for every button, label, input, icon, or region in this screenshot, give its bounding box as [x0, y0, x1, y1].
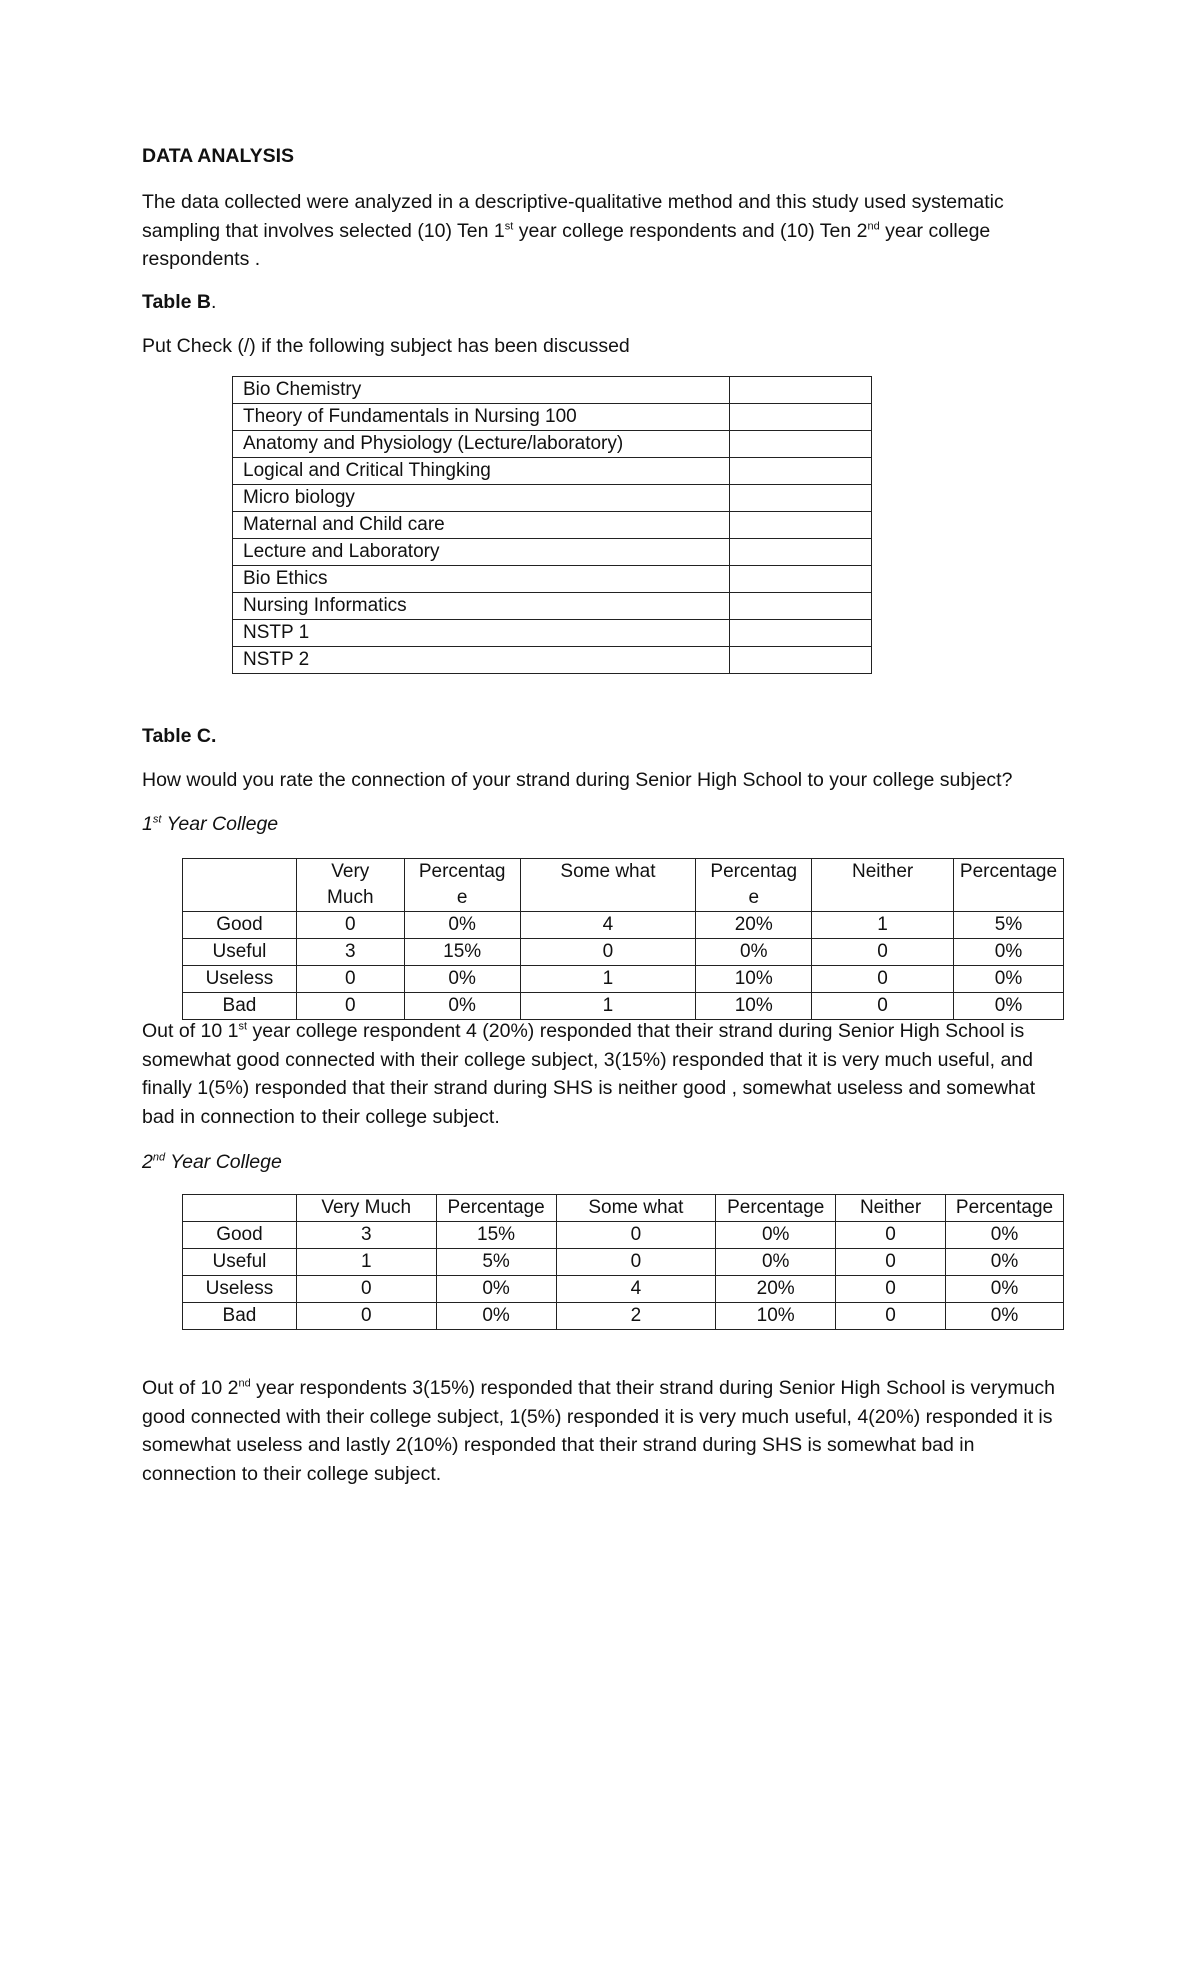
check-cell[interactable] — [730, 539, 872, 566]
table-c-question: How would you rate the connection of your strand during Senior High School to your college subject? — [142, 769, 1013, 791]
table-row — [183, 939, 1064, 966]
table-c-label: Table C. — [142, 725, 217, 747]
table-cell: 1 — [520, 993, 696, 1020]
column-header: Neither — [836, 1195, 946, 1222]
column-header: Some what — [520, 859, 696, 912]
second-year-summary: Out of 10 2nd year respondents 3(15%) responded that their strand during Senior High School is verymuch good connected with their college subject, 1(5%) responded it is very much useful, 4(20%) responded it is somewhat useless and lastly 2(10%) responded that their strand during SHS is somewhat bad in connection to their college subject. — [142, 1377, 1056, 1485]
table-row — [183, 912, 1064, 939]
table-cell: 1 — [812, 912, 954, 939]
first-year-summary: Out of 10 1st year college respondent 4 (20%) responded that their strand during Senior High School is somewhat good connected with their college subject, 3(15%) responded that it is very much useful, and finally 1(5%) responded that their strand during SHS is neither good , somewhat useless and somewhat bad in connection to their college subject. — [142, 1020, 1036, 1128]
table-cell: 5% — [436, 1249, 556, 1276]
subject-name: NSTP 1 — [233, 620, 730, 647]
table-cell: 0% — [953, 939, 1063, 966]
table-cell: 0 — [836, 1276, 946, 1303]
table-cell: 10% — [696, 966, 812, 993]
check-cell[interactable] — [730, 512, 872, 539]
table-cell: 1 — [296, 1249, 436, 1276]
table-row — [183, 1303, 1064, 1330]
table-cell: 0% — [946, 1303, 1064, 1330]
column-header: Percentage — [946, 1195, 1064, 1222]
row-label: Useful — [183, 939, 297, 966]
table-cell: 0 — [836, 1222, 946, 1249]
row-label: Useful — [183, 1249, 297, 1276]
table-cell: 0% — [716, 1222, 836, 1249]
check-cell[interactable] — [730, 647, 872, 674]
table-cell: 0 — [296, 1303, 436, 1330]
table-cell: 0 — [836, 1303, 946, 1330]
table-b-instruction: Put Check (/) if the following subject has been discussed — [142, 335, 630, 357]
table-row — [233, 377, 872, 404]
table-cell: 0% — [946, 1249, 1064, 1276]
table-cell: 0% — [953, 966, 1063, 993]
table-cell: 1 — [520, 966, 696, 993]
table-cell: 3 — [296, 1222, 436, 1249]
table-cell: 0 — [296, 912, 404, 939]
table-cell: 0% — [946, 1222, 1064, 1249]
table-row — [233, 458, 872, 485]
column-header — [183, 859, 297, 912]
subject-name: Logical and Critical Thingking — [233, 458, 730, 485]
row-label: Bad — [183, 1303, 297, 1330]
table-row — [233, 431, 872, 458]
check-cell[interactable] — [730, 377, 872, 404]
second-year-heading: 2nd Year College — [142, 1151, 282, 1173]
table-row — [183, 993, 1064, 1020]
subject-name: Lecture and Laboratory — [233, 539, 730, 566]
table-cell: 0% — [696, 939, 812, 966]
table-cell: 0% — [436, 1276, 556, 1303]
table-row — [233, 620, 872, 647]
column-header: Very Much — [296, 859, 404, 912]
table-cell: 2 — [556, 1303, 716, 1330]
table-cell: 15% — [436, 1222, 556, 1249]
table-row — [233, 566, 872, 593]
table-row — [233, 512, 872, 539]
table-row — [183, 1276, 1064, 1303]
subject-name: Maternal and Child care — [233, 512, 730, 539]
table-cell: 0% — [404, 966, 520, 993]
subject-name: Bio Chemistry — [233, 377, 730, 404]
table-cell: 0% — [404, 912, 520, 939]
column-header: Percentage — [953, 859, 1063, 912]
check-cell[interactable] — [730, 458, 872, 485]
column-header: Percentage — [716, 1195, 836, 1222]
table-cell: 0% — [404, 993, 520, 1020]
table-cell: 0% — [946, 1276, 1064, 1303]
table-cell: 0% — [436, 1303, 556, 1330]
table-cell: 0 — [296, 993, 404, 1020]
second-year-rating-table — [182, 1194, 1064, 1330]
table-cell: 0 — [520, 939, 696, 966]
table-cell: 4 — [556, 1276, 716, 1303]
table-b-label: Table B. — [142, 291, 217, 313]
subject-name: Micro biology — [233, 485, 730, 512]
check-cell[interactable] — [730, 431, 872, 458]
table-cell: 0% — [716, 1249, 836, 1276]
row-label: Good — [183, 1222, 297, 1249]
table-header-row — [183, 859, 1064, 912]
subject-checklist-table — [232, 376, 872, 674]
intro-paragraph: The data collected were analyzed in a descriptive-qualitative method and this study used systematic sampling that involves selected (10) Ten 1st year college respondents and (10) Ten 2nd year college respondents . — [142, 191, 1004, 270]
subject-name: NSTP 2 — [233, 647, 730, 674]
first-year-rating-table — [182, 858, 1064, 1020]
table-cell: 15% — [404, 939, 520, 966]
column-header — [183, 1195, 297, 1222]
table-cell: 0 — [812, 993, 954, 1020]
subject-name: Bio Ethics — [233, 566, 730, 593]
table-cell: 20% — [716, 1276, 836, 1303]
table-cell: 0% — [953, 993, 1063, 1020]
row-label: Bad — [183, 993, 297, 1020]
table-cell: 0 — [812, 939, 954, 966]
check-cell[interactable] — [730, 566, 872, 593]
table-cell: 0 — [296, 1276, 436, 1303]
table-row — [183, 1249, 1064, 1276]
column-header: Percentage — [436, 1195, 556, 1222]
subject-name: Anatomy and Physiology (Lecture/laboratory) — [233, 431, 730, 458]
table-row — [233, 404, 872, 431]
first-year-heading: 1st Year College — [142, 813, 279, 835]
table-header-row — [183, 1195, 1064, 1222]
table-cell: 0 — [836, 1249, 946, 1276]
table-cell: 5% — [953, 912, 1063, 939]
table-cell: 0 — [556, 1222, 716, 1249]
table-cell: 10% — [716, 1303, 836, 1330]
column-header: Percentag e — [696, 859, 812, 912]
row-label: Useless — [183, 966, 297, 993]
table-row — [183, 1222, 1064, 1249]
table-row — [233, 593, 872, 620]
column-header: Percentag e — [404, 859, 520, 912]
table-row — [183, 966, 1064, 993]
check-cell[interactable] — [730, 593, 872, 620]
check-cell[interactable] — [730, 404, 872, 431]
table-cell: 3 — [296, 939, 404, 966]
table-row — [233, 647, 872, 674]
column-header: Some what — [556, 1195, 716, 1222]
subject-name: Nursing Informatics — [233, 593, 730, 620]
check-cell[interactable] — [730, 485, 872, 512]
table-cell: 0 — [812, 966, 954, 993]
table-cell: 0 — [556, 1249, 716, 1276]
table-cell: 0 — [296, 966, 404, 993]
column-header: Very Much — [296, 1195, 436, 1222]
check-cell[interactable] — [730, 620, 872, 647]
column-header: Neither — [812, 859, 954, 912]
row-label: Useless — [183, 1276, 297, 1303]
row-label: Good — [183, 912, 297, 939]
table-row — [233, 485, 872, 512]
table-row — [233, 539, 872, 566]
page-heading: DATA ANALYSIS — [142, 145, 295, 167]
table-cell: 20% — [696, 912, 812, 939]
table-cell: 4 — [520, 912, 696, 939]
table-cell: 10% — [696, 993, 812, 1020]
subject-name: Theory of Fundamentals in Nursing 100 — [233, 404, 730, 431]
